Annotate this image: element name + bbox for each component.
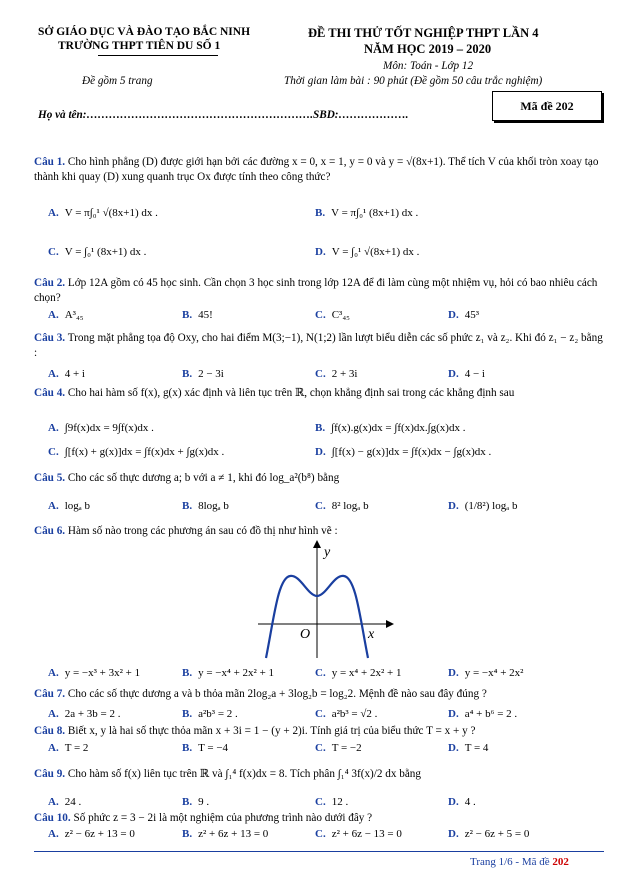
q9-option-d: D. 4 . [448, 796, 476, 808]
question-3: Câu 3. Trong mặt phẳng tọa độ Oxy, cho hai điểm M(3;−1), N(1;2) lần lượt biểu diễn các số phức z₁ và z₂. Khi đó z₁ − z₂ bằng : [34, 332, 603, 359]
q7-option-d: D. a⁴ + b⁶ = 2 . [448, 708, 518, 720]
q7-option-c: C. a²b³ = √2 . [315, 708, 378, 720]
q1-option-c: C. V = ∫₀¹ (8x+1) dx . [48, 246, 147, 258]
q5-option-c: C. 8² logₐ b [315, 500, 369, 512]
q8-option-a: A. T = 2 [48, 742, 89, 754]
q9-option-c: C. 12 . [315, 796, 349, 808]
q8-option-b: B. T = −4 [182, 742, 229, 754]
q7-option-b: B. a²b³ = 2 . [182, 708, 238, 720]
question-4: Câu 4. Cho hai hàm số f(x), g(x) xác định và liên tục trên ℝ, chọn khẳng định sai trong các khẳng định sau [34, 387, 515, 399]
q4-option-b: B. ∫f(x).g(x)dx = ∫f(x)dx.∫g(x)dx . [315, 422, 466, 434]
question-2: Câu 2. Lớp 12A gồm có 45 học sinh. Cần chọn 3 học sinh trong lớp 12A để đi làm cùng một nhiệm vụ, hỏi có bao nhiêu cách chọn? [34, 277, 598, 304]
q6-option-d: D. y = −x⁴ + 2x² [448, 667, 524, 679]
q2-option-d: D. 45³ [448, 309, 480, 321]
q6-option-a: A. y = −x³ + 3x² + 1 [48, 667, 141, 679]
q4-option-d: D. ∫[f(x) − g(x)]dx = ∫f(x)dx − ∫g(x)dx . [315, 446, 492, 458]
q10-option-b: B. z² + 6z + 13 = 0 [182, 828, 269, 840]
x-axis-label: x [368, 627, 375, 642]
question-8: Câu 8. Biết x, y là hai số thực thỏa mãn x + 3i = 1 − (y + 2)i. Tính giá trị của biểu thức T = x + y ? [34, 725, 476, 737]
q8-option-c: C. T = −2 [315, 742, 362, 754]
page-footer [470, 856, 569, 868]
student-name-line: Họ và tên:…………………………………………………….SBD:………………. [38, 109, 409, 121]
q9-option-a: A. 24 . [48, 796, 82, 808]
q3-option-a: A. 4 + i [48, 368, 85, 380]
y-axis-label: y [324, 545, 331, 560]
q3-option-b: B. 2 − 3i [182, 368, 224, 380]
q5-option-a: A. logₐ b [48, 500, 91, 512]
q3-option-d: D. 4 − i [448, 368, 485, 380]
q5-option-d: D. (1/8²) logₐ b [448, 500, 518, 512]
subject: Môn: Toán - Lớp 12 [383, 60, 474, 72]
question-1 [34, 155, 604, 185]
question-10: Câu 10. Số phức z = 3 − 2i là một nghiệm của phương trình nào dưới đây ? [34, 812, 373, 824]
q6-option-c: C. y = x⁴ + 2x² + 1 [315, 667, 402, 679]
q1-option-a: A. V = π∫₀¹ √(8x+1) dx . [48, 207, 158, 219]
origin-label: O [300, 627, 311, 642]
exam-time: Thời gian làm bài : 90 phút (Đề gồm 50 câu trắc nghiệm) [284, 75, 543, 87]
q9-option-b: B. 9 . [182, 796, 210, 808]
question-6: Câu 6. Hàm số nào trong các phương án sau có đồ thị như hình vẽ : [34, 525, 338, 537]
question-7: Câu 7. Cho các số thực dương a và b thỏa mãn 2log₂a + 3log₂b = log₂2. Mệnh đề nào sau đây đúng ? [34, 688, 487, 700]
q1-option-b: B. V = π∫₀¹ (8x+1) dx . [315, 207, 419, 219]
q7-option-a: A. 2a + 3b = 2 . [48, 708, 121, 720]
q8-option-d: D. T = 4 [448, 742, 489, 754]
q1-option-d: D. V = ∫₀¹ √(8x+1) dx . [315, 246, 420, 258]
question-label: Câu 1. [34, 156, 66, 168]
footer-rule [34, 851, 604, 852]
q2-option-a: A. A³₄₅ [48, 309, 84, 321]
question-text: Cho hình phẳng (D) được giới hạn bởi các đường x = 0, x = 1, y = 0 và y = √(8x+1). Thể tích V của khối tròn xoay tạo thành khi quay (D) xung quanh trục Ox được tính theo công thức? [34, 156, 599, 183]
q10-option-d: D. z² − 6z + 5 = 0 [448, 828, 530, 840]
q5-option-b: B. 8logₐ b [182, 500, 229, 512]
function-graph [256, 538, 396, 662]
q10-option-c: C. z² + 6z − 13 = 0 [315, 828, 402, 840]
footer-exam-code: 202 [552, 856, 569, 868]
footer-page-text: Trang 1/6 - Mã đề [470, 856, 550, 868]
exam-code-box: Mã đề 202 [492, 91, 602, 121]
q6-option-b: B. y = −x⁴ + 2x² + 1 [182, 667, 275, 679]
question-9: Câu 9. Cho hàm số f(x) liên tục trên ℝ và ∫₁⁴ f(x)dx = 8. Tích phân ∫₁⁴ 3f(x)/2 dx bằng [34, 768, 421, 780]
q4-option-c: C. ∫[f(x) + g(x)]dx = ∫f(x)dx + ∫g(x)dx . [48, 446, 225, 458]
q2-option-c: C. C³₄₅ [315, 309, 351, 321]
exam-title: ĐỀ THI THỬ TỐT NGHIỆP THPT LẦN 4 [308, 26, 539, 40]
question-5: Câu 5. Cho các số thực dương a; b với a ≠ 1, khi đó log_a²(b⁸) bằng [34, 472, 340, 484]
q4-option-a: A. ∫9f(x)dx = 9∫f(x)dx . [48, 422, 154, 434]
q3-option-c: C. 2 + 3i [315, 368, 358, 380]
dept-name: SỞ GIÁO DỤC VÀ ĐÀO TẠO BẮC NINH [38, 26, 251, 38]
school-underline [98, 55, 218, 56]
school-name: TRƯỜNG THPT TIÊN DU SỐ 1 [58, 40, 221, 52]
page-count: Đề gồm 5 trang [82, 75, 153, 87]
q2-option-b: B. 45! [182, 309, 213, 321]
q10-option-a: A. z² − 6z + 13 = 0 [48, 828, 135, 840]
school-year: NĂM HỌC 2019 – 2020 [364, 42, 492, 56]
